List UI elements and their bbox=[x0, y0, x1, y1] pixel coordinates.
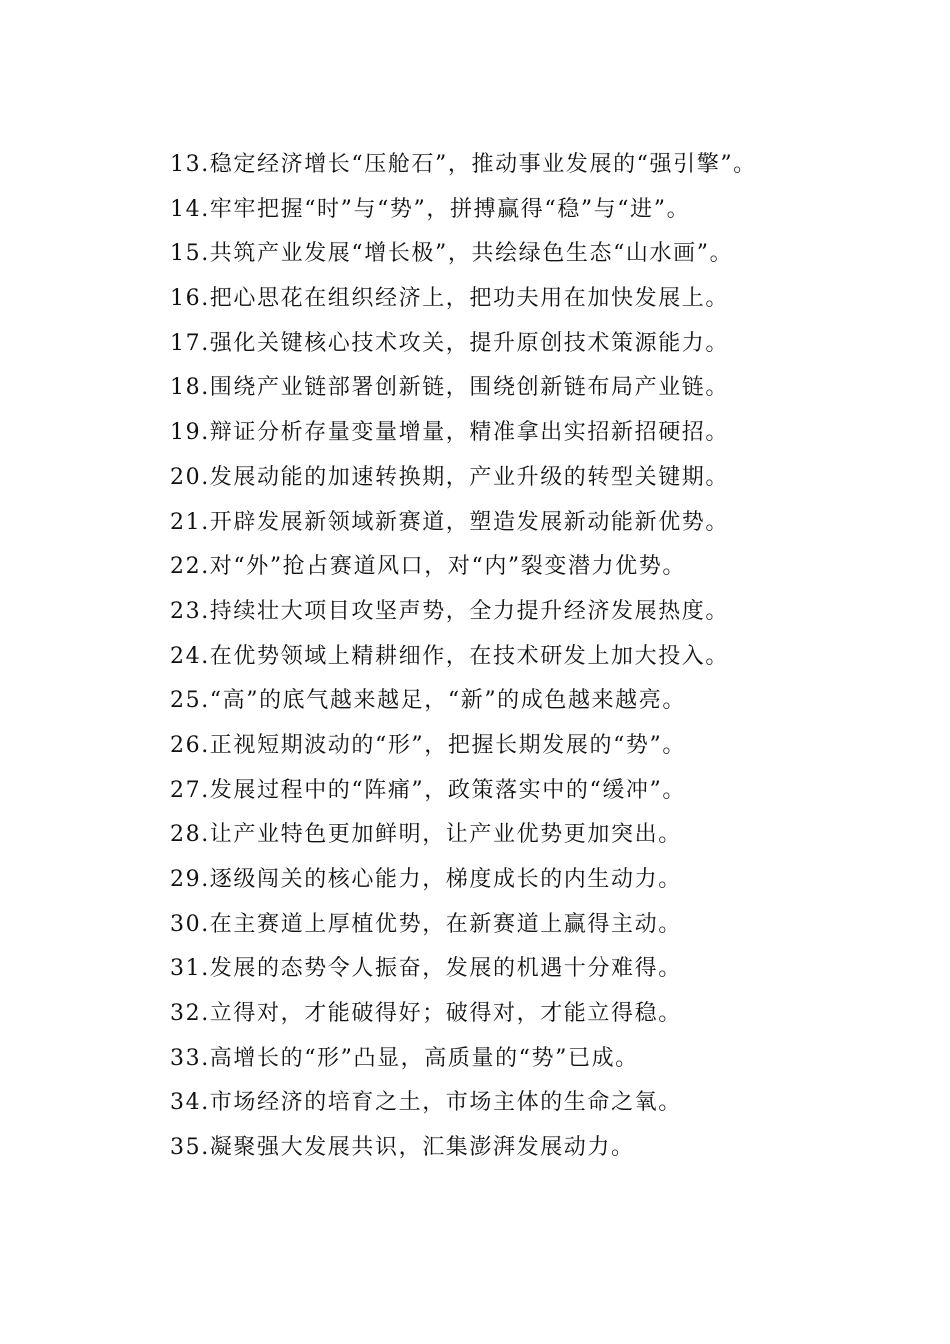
text-line: 28.让产业特色更加鲜明，让产业优势更加突出。 bbox=[170, 822, 682, 848]
text-line: 25.“高”的底气越来越足，“新”的成色越来越亮。 bbox=[170, 688, 686, 714]
text-line: 29.逐级闯关的核心能力，梯度成长的内生动力。 bbox=[170, 867, 682, 892]
text-line: 18.围绕产业链部署创新链，围绕创新链布局产业链。 bbox=[170, 375, 729, 401]
text-line: 22.对“外”抢占赛道风口，对“内”裂变潜力优势。 bbox=[170, 554, 686, 580]
text-line: 26.正视短期波动的“形”，把握长期发展的“势”。 bbox=[170, 732, 686, 758]
text-line: 32.立得对，才能破得好；破得对，才能立得稳。 bbox=[170, 1001, 682, 1027]
text-line: 30.在主赛道上厚植优势，在新赛道上赢得主动。 bbox=[170, 911, 682, 937]
text-line: 19.辩证分析存量变量增量，精准拿出实招新招硬招。 bbox=[170, 420, 729, 446]
text-lines bbox=[170, 143, 757, 1171]
text-line: 14.牢牢把握“时”与“势”，拼搏赢得“稳”与“进”。 bbox=[170, 196, 691, 222]
text-line: 16.把心思花在组织经济上，把功夫用在加快发展上。 bbox=[170, 286, 729, 312]
text-line: 15.共筑产业发展“增长极”，共绘绿色生态“山水画”。 bbox=[170, 241, 734, 267]
text-line: 33.高增长的“形”凸显，高质量的“势”已成。 bbox=[170, 1045, 639, 1071]
text-line: 20.发展动能的加速转换期，产业升级的转型关键期。 bbox=[170, 464, 729, 490]
text-line: 27.发展过程中的“阵痛”，政策落实中的“缓冲”。 bbox=[170, 777, 686, 803]
text-line: 31.发展的态势令人振奋，发展的机遇十分难得。 bbox=[170, 956, 682, 982]
text-line: 23.持续壮大项目攻坚声势，全力提升经济发展热度。 bbox=[170, 598, 729, 624]
text-line: 24.在优势领域上精耕细作，在技术研发上加大投入。 bbox=[170, 643, 729, 669]
text-line: 34.市场经济的培育之土，市场主体的生命之氧。 bbox=[170, 1090, 682, 1116]
text-line: 13.稳定经济增长“压舱石”，推动事业发展的“强引擎”。 bbox=[170, 152, 757, 177]
text-line: 21.开辟发展新领域新赛道，塑造发展新动能新优势。 bbox=[170, 509, 729, 535]
text-line: 17.强化关键核心技术攻关，提升原创技术策源能力。 bbox=[170, 330, 729, 356]
text-line: 35.凝聚强大发展共识，汇集澎湃发展动力。 bbox=[170, 1135, 635, 1161]
